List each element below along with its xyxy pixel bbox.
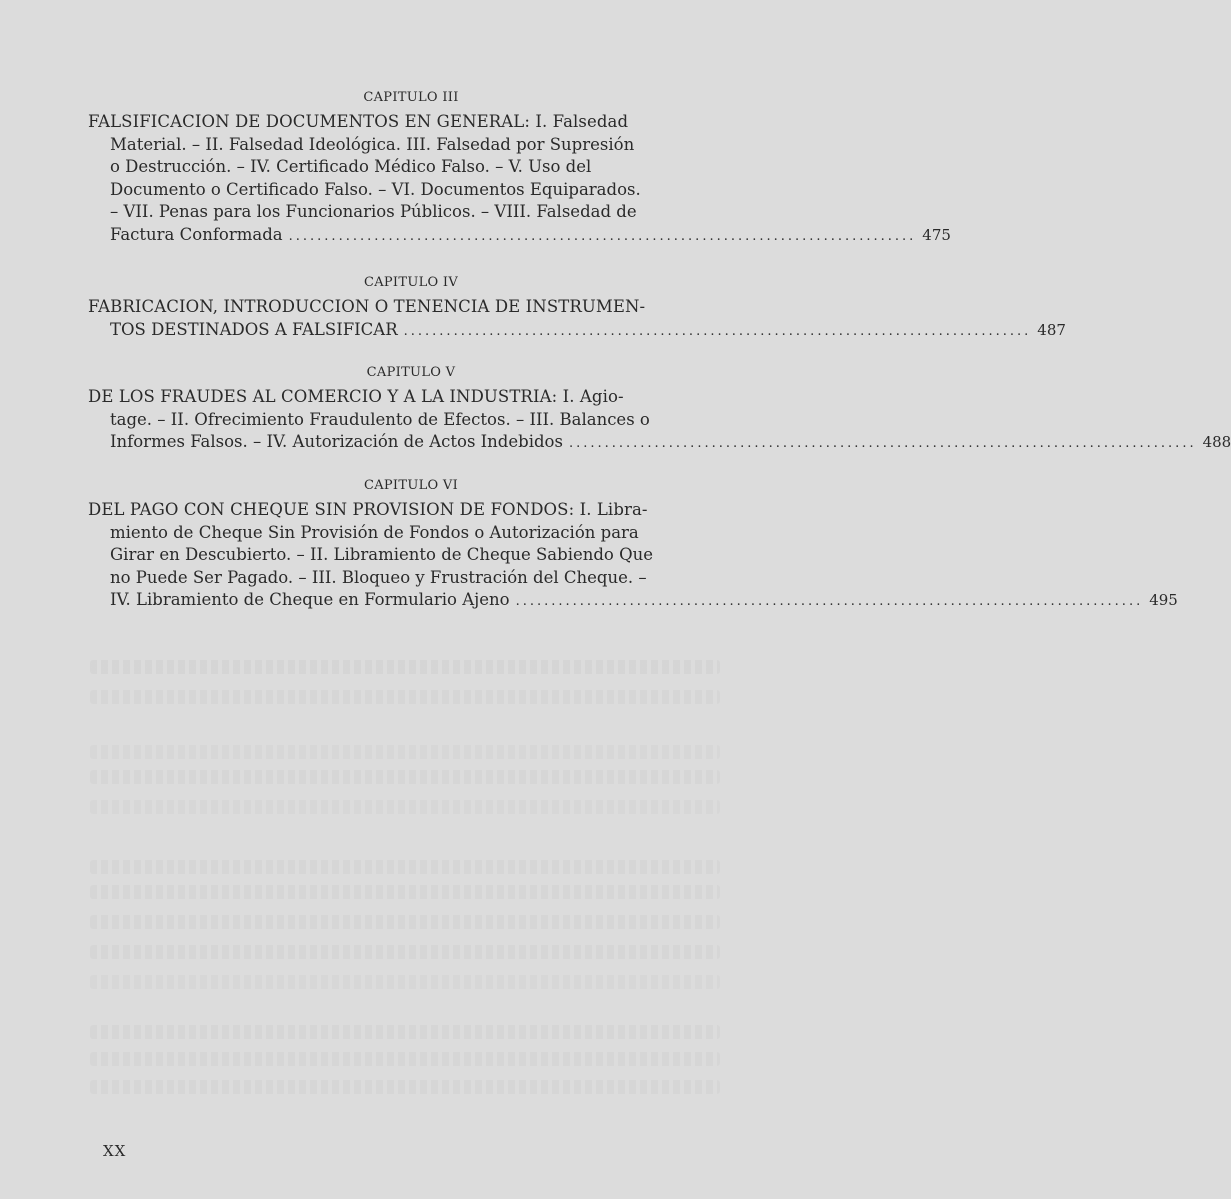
- toc-section: [88, 90, 951, 248]
- entry-line: – VII. Penas para los Funcionarios Públicos. – VIII. Falsedad de: [110, 202, 637, 221]
- entry-line: miento de Cheque Sin Provisión de Fondos o Autorización para: [110, 522, 639, 542]
- bleed-through: [90, 860, 720, 874]
- bleed-through: [90, 885, 720, 899]
- toc-entry: [88, 386, 1231, 456]
- bleed-through: [90, 945, 720, 959]
- toc-section: [88, 478, 1178, 614]
- bleed-through: [90, 1052, 720, 1066]
- toc-entry: [88, 111, 951, 248]
- toc-entry: [88, 296, 1066, 343]
- entry-line: Material. – II. Falsedad Ideológica. III. Falsedad por Supresión: [110, 134, 635, 154]
- entry-line: Girar en Descubierto. – II. Libramiento de Cheque Sabiendo Que: [110, 545, 654, 564]
- chapter-number: CAPITULO IV: [363, 275, 459, 290]
- entry-line: TOS DESTINADOS A FALSIFICAR: [110, 319, 398, 339]
- entry-line: tage. – II. Ofrecimiento Fraudulento de Efectos. – III. Balances o: [110, 409, 650, 429]
- entry-last-line: [88, 589, 1178, 614]
- page-number: 475: [922, 225, 951, 244]
- entry-line: Factura Conformada: [110, 224, 283, 244]
- dot-leader: ........................................................................................: [288, 228, 917, 244]
- entry-line: Documento o Certificado Falso. – VI. Documentos Equiparados.: [110, 179, 641, 199]
- chapter-number: CAPITULO V: [366, 365, 456, 380]
- bleed-through: [90, 1080, 720, 1094]
- bleed-through: [90, 660, 720, 674]
- bleed-through: [90, 915, 720, 929]
- dot-leader: ........................................................................................: [515, 594, 1144, 609]
- page-number: 487: [1037, 320, 1066, 339]
- dot-leader: ........................................................................................: [568, 436, 1197, 451]
- page-number: 495: [1149, 591, 1178, 609]
- entry-line: o Destrucción. – IV. Certificado Médico Falso. – V. Uso del: [110, 157, 592, 176]
- page-folio: XX: [103, 1142, 127, 1160]
- toc-section: [88, 275, 1066, 343]
- bleed-through: [90, 800, 720, 814]
- entry-line: Informes Falsos. – IV. Autorización de Actos Indebidos: [110, 432, 563, 451]
- toc-section: [88, 365, 1231, 456]
- chapter-number: CAPITULO III: [363, 90, 459, 105]
- dot-leader: ........................................................................................: [403, 323, 1032, 339]
- page-number: 488: [1202, 433, 1231, 451]
- entry-line: no Puede Ser Pagado. – III. Bloqueo y Frustración del Cheque. –: [110, 567, 647, 587]
- entry-line: FALSIFICACION DE DOCUMENTOS EN GENERAL: I. Falsedad: [88, 112, 629, 131]
- entry-line: DE LOS FRAUDES AL COMERCIO Y A LA INDUSTRIA: I. Agio-: [88, 387, 624, 406]
- entry-last-line: [88, 431, 1231, 456]
- bleed-through: [90, 975, 720, 989]
- entry-line: DEL PAGO CON CHEQUE SIN PROVISION DE FONDOS: I. Libra-: [88, 500, 648, 519]
- bleed-through: [90, 745, 720, 759]
- bleed-through: [90, 770, 720, 784]
- entry-last-line: [88, 224, 951, 249]
- entry-last-line: [88, 319, 1066, 344]
- entry-line: IV. Libramiento de Cheque en Formulario Ajeno: [110, 590, 510, 609]
- entry-line: FABRICACION, INTRODUCCION O TENENCIA DE INSTRUMEN-: [88, 297, 646, 316]
- bleed-through: [90, 1025, 720, 1039]
- chapter-number: CAPITULO VI: [363, 478, 459, 493]
- bleed-through: [90, 690, 720, 704]
- toc-entry: [88, 499, 1178, 614]
